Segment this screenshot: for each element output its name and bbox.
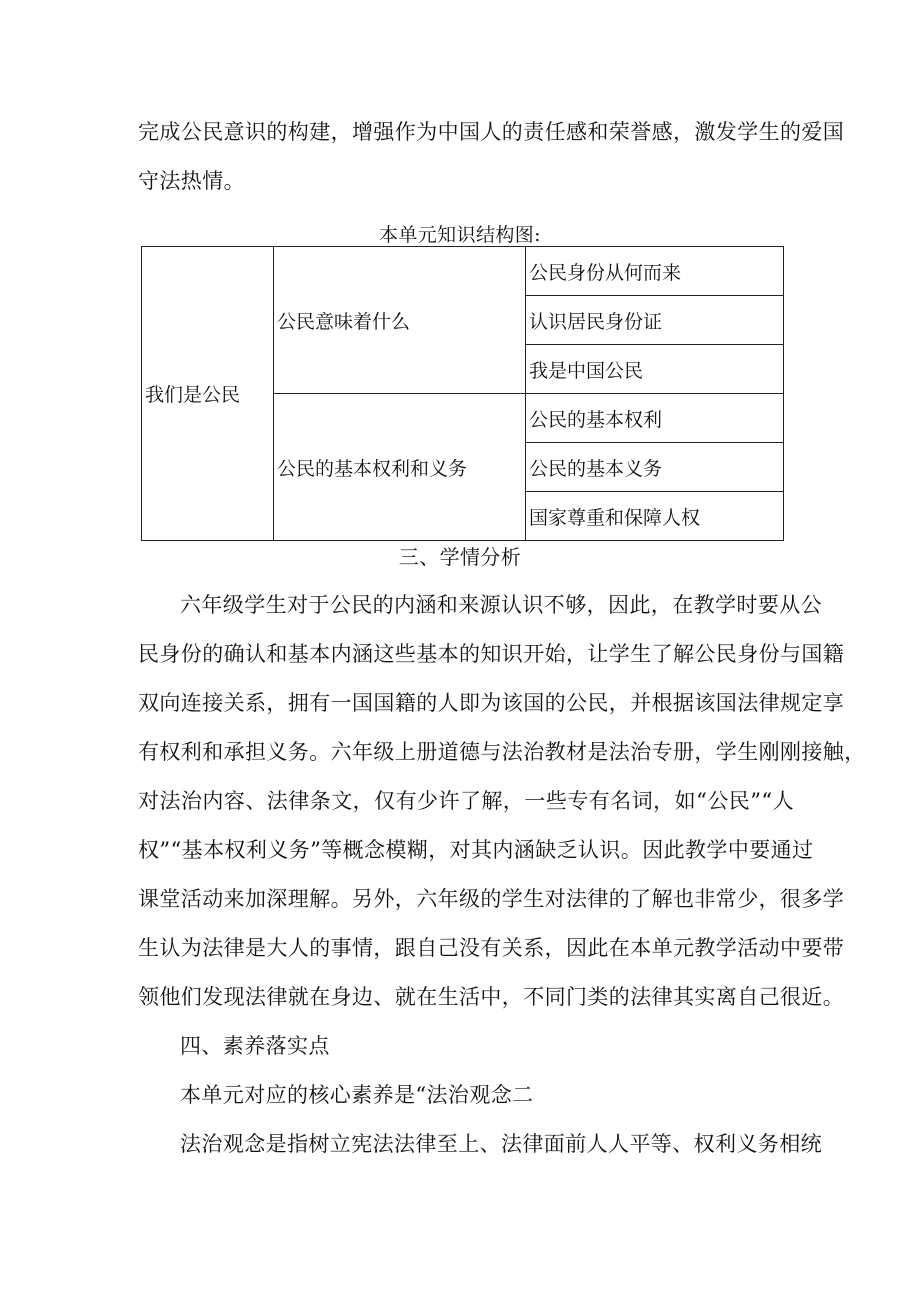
paragraph-line: 双向连接关系，拥有一国国籍的人即为该国的公民，并根据该国法律规定享: [138, 691, 845, 715]
knowledge-map-leaf: 公民的基本权利: [526, 394, 784, 443]
knowledge-map-leaf: 公民身份从何而来: [526, 247, 784, 296]
paragraph-line: 对法治内容、法律条文，仅有少许了解，一些专有名词，如“公民”“人: [138, 789, 794, 813]
section-3-heading: 三、学情分析: [398, 545, 522, 569]
intro-line-1: 完成公民意识的构建，增强作为中国人的责任感和荣誉感，激发学生的爱国: [138, 120, 845, 144]
section-4-heading: 四、素养落实点: [180, 1034, 330, 1058]
paragraph-line: 有权利和承担义务。六年级上册道德与法治教材是法治专册，学生刚刚接触，: [138, 740, 866, 764]
section-4-line-1: 本单元对应的核心素养是“法治观念二: [180, 1083, 534, 1107]
paragraph-line: 课堂活动来加深理解。另外，六年级的学生对法律的了解也非常少，很多学: [138, 887, 845, 911]
intro-line-2: 守法热情。: [138, 169, 245, 193]
knowledge-map-leaf: 我是中国公民: [526, 345, 784, 394]
knowledge-map-leaf: 国家尊重和保障人权: [526, 492, 784, 541]
paragraph-line: 生认为法律是大人的事情，跟自己没有关系，因此在本单元教学活动中要带: [138, 936, 845, 960]
knowledge-map-leaf: 认识居民身份证: [526, 296, 784, 345]
paragraph-line: 权”“基本权利义务”等概念模糊，对其内涵缺乏认识。因此教学中要通过: [138, 838, 814, 862]
paragraph-line: 领他们发现法律就在身边、就在生活中，不同门类的法律其实离自己很近。: [138, 985, 845, 1009]
knowledge-map-leaf: 公民的基本义务: [526, 443, 784, 492]
paragraph-line: 民身份的确认和基本内涵这些基本的知识开始，让学生了解公民身份与国籍: [138, 642, 845, 666]
knowledge-map-branch: 公民意味着什么: [274, 247, 526, 394]
knowledge-map-table: [141, 246, 784, 541]
knowledge-map-root: 我们是公民: [142, 247, 274, 541]
paragraph-line: 六年级学生对于公民的内涵和来源认识不够，因此，在教学时要从公: [180, 593, 822, 617]
section-4-line-2: 法治观念是指树立宪法法律至上、法律面前人人平等、权利义务相统: [180, 1132, 822, 1156]
knowledge-map-branch: 公民的基本权利和义务: [274, 394, 526, 541]
knowledge-map-caption: 本单元知识结构图:: [378, 224, 541, 246]
